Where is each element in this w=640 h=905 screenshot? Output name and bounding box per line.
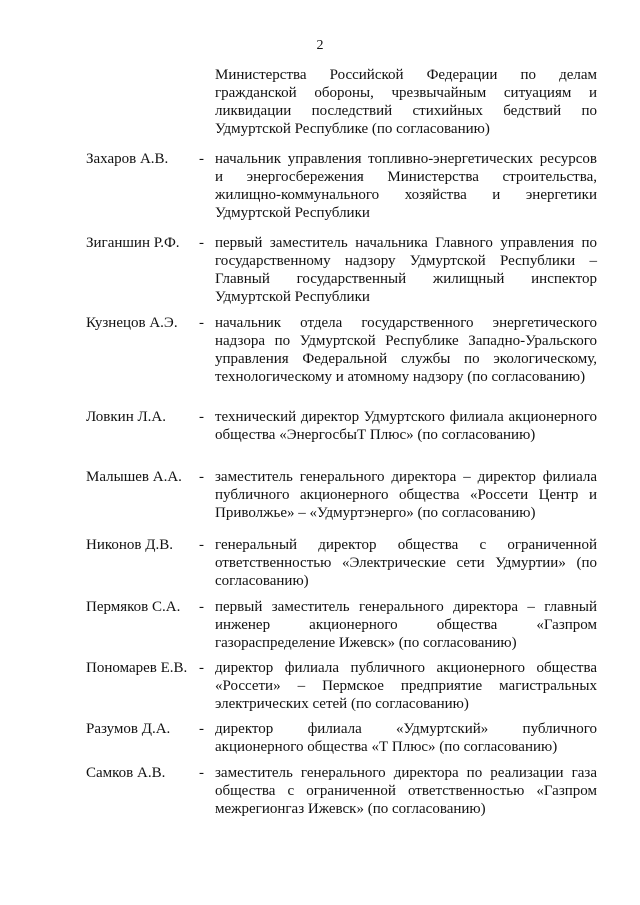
member-name: Кузнецов А.Э. bbox=[86, 315, 178, 331]
member-position: директор филиала «Удмуртский» публичного акционерного общества «Т Плюс» (по согласованию) bbox=[215, 721, 597, 755]
separator-dash: - bbox=[199, 409, 204, 425]
separator-dash: - bbox=[199, 721, 204, 737]
member-position: заместитель генерального директора по реализации газа общества с ограниченной ответственностью «Газпром межрегионгаз Ижевск» (по согласованию) bbox=[215, 765, 597, 817]
separator-dash: - bbox=[199, 469, 204, 485]
member-name: Самков А.В. bbox=[86, 765, 166, 781]
member-name: Пономарев Е.В. bbox=[86, 660, 188, 676]
separator-dash: - bbox=[199, 151, 204, 167]
separator-dash: - bbox=[199, 660, 204, 676]
member-name: Пермяков С.А. bbox=[86, 599, 181, 615]
separator-dash: - bbox=[199, 315, 204, 331]
member-position: генеральный директор общества с ограниченной ответственностью «Электрические сети Удмуртии» (по согласованию) bbox=[215, 537, 597, 589]
separator-dash: - bbox=[199, 537, 204, 553]
member-name: Никонов Д.В. bbox=[86, 537, 173, 553]
member-position: начальник отдела государственного энергетического надзора по Удмуртской Республике Западно-Уральского управления Федеральной службы по экологическому, технологическому и атомному надзору (по согласованию) bbox=[215, 315, 597, 385]
separator-dash: - bbox=[199, 235, 204, 251]
member-name: Разумов Д.А. bbox=[86, 721, 171, 737]
member-name: Ловкин Л.А. bbox=[86, 409, 166, 425]
intro-continuation: Министерства Российской Федерации по делам гражданской обороны, чрезвычайным ситуациям и ликвидации последствий стихийных бедствий по Удмуртской Республике (по согласованию) bbox=[215, 67, 597, 137]
member-name: Захаров А.В. bbox=[86, 151, 169, 167]
member-position: директор филиала публичного акционерного общества «Россети» – Пермское предприятие магистральных электрических сетей (по согласованию) bbox=[215, 660, 597, 712]
member-position: первый заместитель генерального директора – главный инженер акционерного общества «Газпром газораспределение Ижевск» (по согласованию) bbox=[215, 599, 597, 651]
separator-dash: - bbox=[199, 599, 204, 615]
member-position: начальник управления топливно-энергетических ресурсов и энергосбережения Министерства строительства, жилищно-коммунального хозяйства и энергетики Удмуртской Республики bbox=[215, 151, 597, 221]
member-position: технический директор Удмуртского филиала акционерного общества «ЭнергосбыТ Плюс» (по согласованию) bbox=[215, 409, 597, 443]
member-name: Зиганшин Р.Ф. bbox=[86, 235, 180, 251]
member-position: первый заместитель начальника Главного управления по государственному надзору Удмуртской Республики – Главный государственный жилищный инспектор Удмуртской Республики bbox=[215, 235, 597, 305]
member-name: Малышев А.А. bbox=[86, 469, 182, 485]
separator-dash: - bbox=[199, 765, 204, 781]
member-position: заместитель генерального директора – директор филиала публичного акционерного общества «Россети Центр и Приволжье» – «Удмуртэнерго» (по согласованию) bbox=[215, 469, 597, 521]
page-number: 2 bbox=[316, 38, 324, 53]
